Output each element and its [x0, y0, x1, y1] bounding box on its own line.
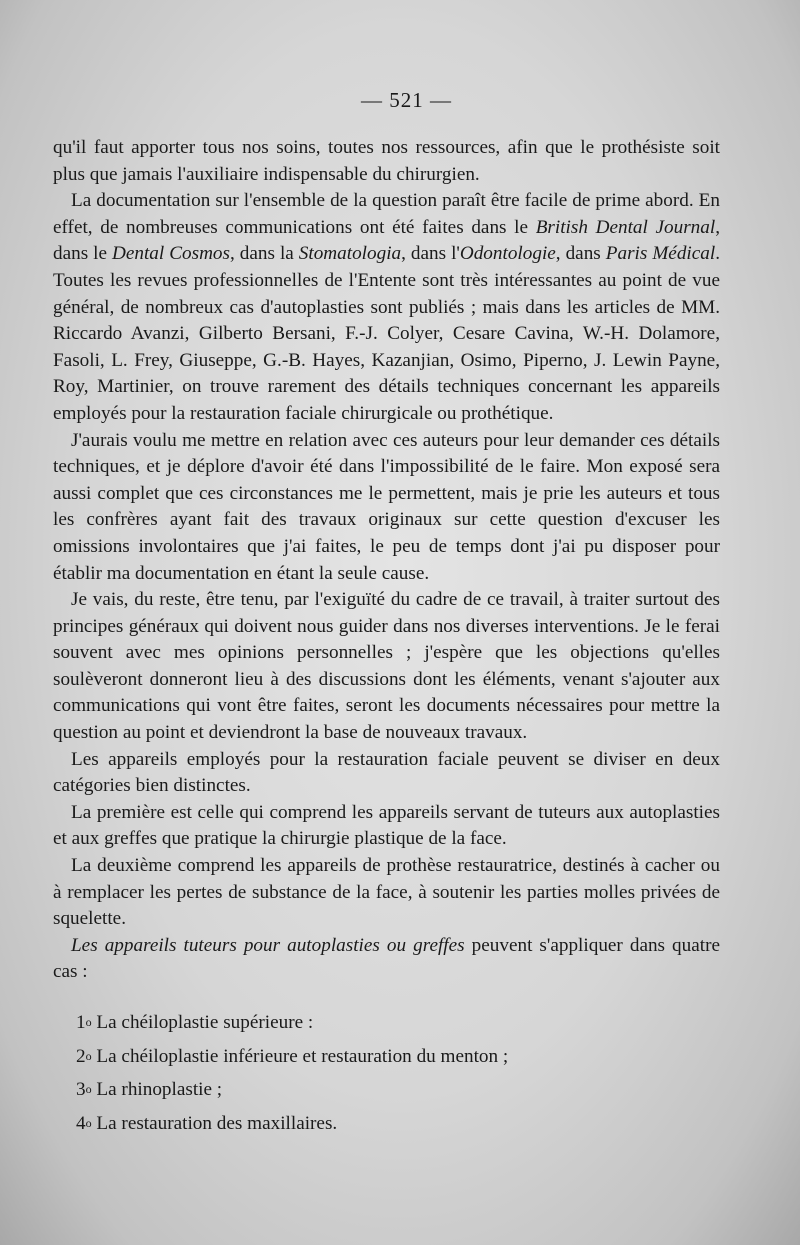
italic-text: Stomatologia [298, 243, 402, 265]
text-run: peuvent s'appliquer dans quatre cas : [53, 934, 720, 983]
italic-text: Les appareils tuteurs pour autoplasties ou greffes [71, 934, 465, 956]
text-run: La deuxième comprend les appareils de prothèse restauratrice, destinés à cacher ou à remplacer les pertes de substance de la face, à soutenir les parties molles privées de squelette. [53, 855, 720, 930]
paragraph [53, 800, 720, 853]
paragraph [53, 747, 720, 800]
italic-text: Odontologie [459, 243, 556, 265]
list-number: 4$^o$ [76, 1112, 92, 1134]
page-number: — 521 — [361, 88, 452, 112]
paragraph [53, 188, 720, 427]
paragraph [53, 135, 720, 188]
enumerated-list [53, 1006, 720, 1140]
paragraph [53, 587, 720, 747]
list-text: La rhinoplastie ; [91, 1079, 223, 1100]
list-item [76, 1107, 720, 1141]
text-run: Je vais, du reste, être tenu, par l'exiguïté du cadre de ce travail, à traiter surtout des principes généraux qui doivent nous guider dans nos diverses interventions. Je le ferai souvent avec mes opinions personnelles ; j'espère que les objections qu'elles soulèveront donneront lieu à des discussions dont les éléments, venant s'ajouter aux communications qui vont être faites, seront les documents nécessaires pour mettre la question au point et deviendront la base de nouveaux travaux. [53, 589, 720, 744]
text-run: , dans le [53, 216, 720, 265]
text-run: , dans [555, 243, 606, 265]
text-run: qu'il faut apporter tous nos soins, toutes nos ressources, afin que le prothésiste soit plus que jamais l'auxiliaire indispensable du chirurgien. [53, 137, 720, 185]
list-text: La restauration des maxillaires. [91, 1112, 338, 1134]
body-text [53, 135, 720, 986]
text-run: , dans la [230, 243, 299, 265]
text-run: La documentation sur l'ensemble de la question paraît être facile de prime abord. En effet, de nombreuses communications ont été faites dans le [53, 190, 720, 238]
list-text: La chéiloplastie supérieure : [91, 1012, 314, 1033]
list-number: 1$^o$ [76, 1012, 92, 1033]
italic-text: British Dental Journal [535, 216, 716, 238]
paragraph [53, 933, 720, 986]
paragraph [53, 853, 720, 933]
text-run: La première est celle qui comprend les appareils servant de tuteurs aux autoplasties et aux greffes que pratique la chirurgie plastique de la face. [53, 801, 720, 850]
text-run: . Toutes les revues professionnelles de l'Entente sont très intéressantes au point de vue général, de nombreux cas d'autoplasties sont publiés ; mais dans les articles de MM. Riccardo Avanzi, Gilberto Bersani, F.-J. Colyer, Cesare Cavina, W.-H. Dolamore, Fasoli, L. Frey, Giuseppe, G.-B. Hayes, Kazanjian, Osimo, Piperno, J. Lewin Payne, Roy, Martinier, on trouve rarement des détails techniques concernant les appareils employés pour la restauration faciale chirurgicale ou prothétique. [53, 243, 720, 424]
list-item [76, 1040, 720, 1074]
list-item [76, 1073, 720, 1107]
text-run: Les appareils employés pour la restauration faciale peuvent se diviser en deux catégories bien distinctes. [53, 748, 720, 797]
text-run: J'aurais voulu me mettre en relation avec ces auteurs pour leur demander ces détails techniques, et je déplore d'avoir été dans l'impossibilité de le faire. Mon exposé sera aussi complet que ces circonstances me le permettent, mais je prie les auteurs et tous les confrères ayant fait des travaux originaux sur cette question d'excuser les omissions involontaires que j'ai faites, le peu de temps dont j'ai pu disposer pour établir ma documentation en étant la seule cause. [53, 429, 720, 584]
list-number: 2$^o$ [76, 1045, 92, 1067]
list-text: La chéiloplastie inférieure et restauration du menton ; [91, 1045, 509, 1067]
paragraph [53, 428, 720, 588]
list-item [76, 1006, 720, 1040]
list-number: 3$^o$ [76, 1079, 92, 1100]
text-run: , dans l' [401, 243, 460, 265]
italic-text: Paris Médical [605, 243, 716, 265]
italic-text: Dental Cosmos [112, 243, 230, 265]
